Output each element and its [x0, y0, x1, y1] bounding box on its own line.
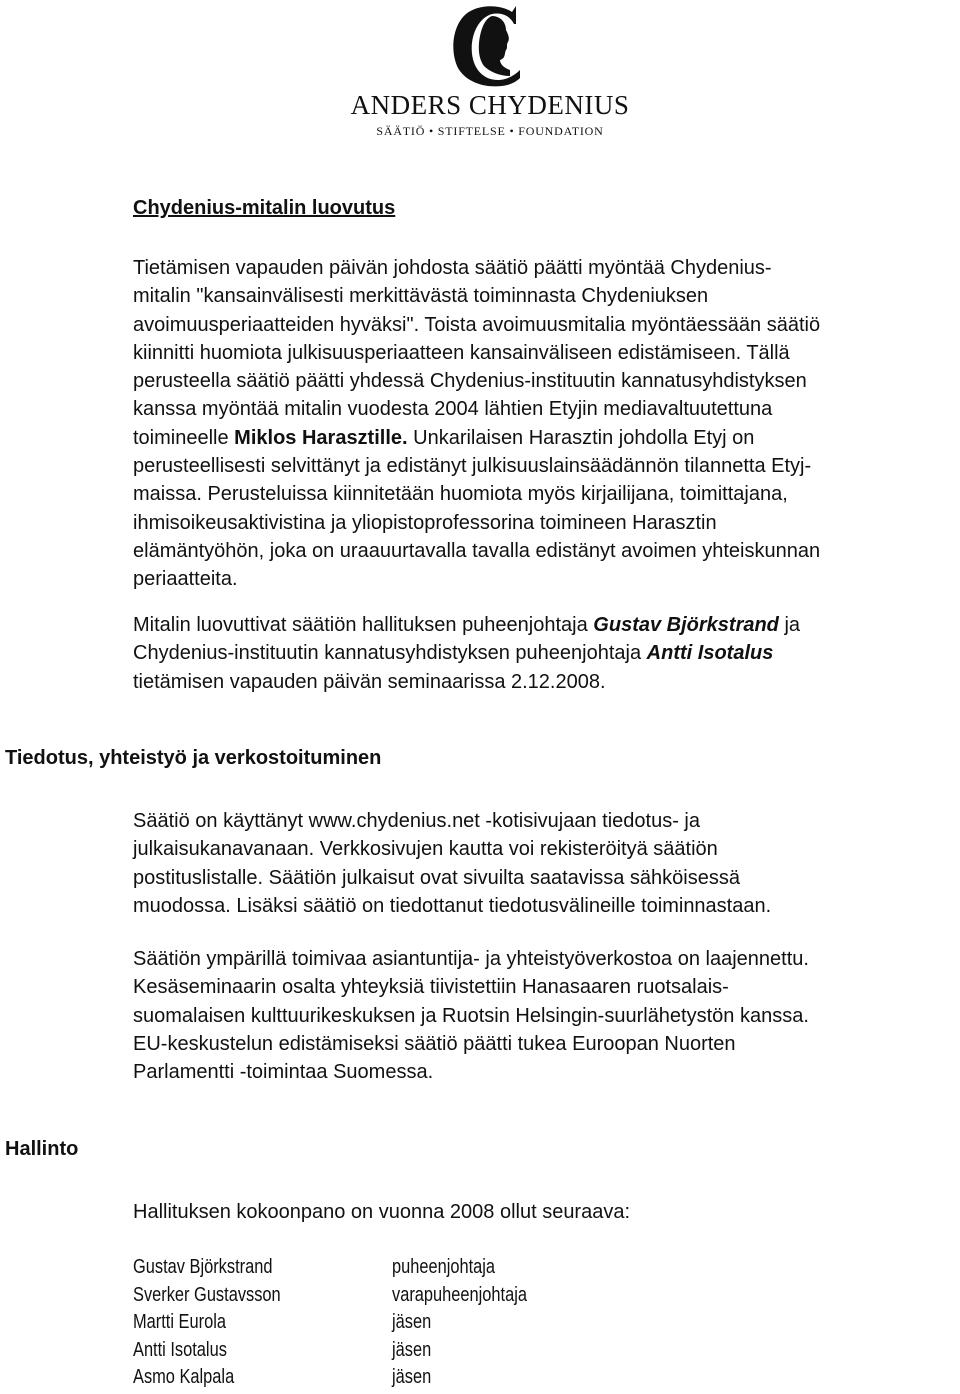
member-name: Antti Isotalus	[133, 1338, 227, 1361]
text-line: tietämisen vapauden päivän seminaarissa 2.12.2008.	[133, 670, 606, 693]
logo-subtitle: SÄÄTIÖ • STIFTELSE • FOUNDATION	[376, 124, 604, 138]
text-line: perusteella säätiö päätti yhdessä Chydenius-instituutin kannatusyhdistyksen	[133, 370, 807, 393]
member-role: jäsen	[392, 1338, 432, 1361]
chydenius-silhouette-logo-icon	[440, 2, 540, 92]
text-line: Tietämisen vapauden päivän johdosta säätiö päätti myöntää Chydenius-	[133, 257, 772, 279]
section-title-medal: Chydenius-mitalin luovutus	[133, 197, 396, 219]
text-line: EU-keskustelun edistämiseksi säätiö päätti tukea Euroopan Nuorten	[133, 1032, 736, 1055]
text-line: avoimuusperiaatteiden hyväksi". Toista avoimuusmitalia myöntäessään säätiö	[133, 313, 821, 336]
text-line: periaatteita.	[133, 568, 238, 591]
recipient-name: Miklos Harasztille.	[234, 426, 408, 449]
member-name: Sverker Gustavsson	[133, 1283, 281, 1306]
text-segment: Mitalin luovuttivat säätiön hallituksen puheenjohtaja	[133, 614, 594, 636]
member-name: Martti Eurola	[133, 1311, 226, 1333]
text-line: Säätiön ympärillä toimivaa asiantuntija- ja yhteistyöverkostoa on laajennettu.	[133, 948, 809, 970]
text-line: kiinnitti huomiota julkisuusperiaatteen kansainväliseen edistämiseen. Tällä	[133, 341, 790, 364]
text-line: Parlamentti -toimintaa Suomessa.	[133, 1061, 434, 1084]
text-line: maissa. Perusteluissa kiinnitetään huomiota myös kirjailijana, toimittajana,	[133, 483, 788, 506]
text-line: Säätiö on käyttänyt www.chydenius.net -kotisivujaan tiedotus- ja	[133, 810, 700, 832]
text-line: Kesäseminaarin osalta yhteyksiä tiivistettiin Hanasaaren ruotsalais-	[133, 976, 729, 999]
foundation-logo	[340, 0, 640, 142]
text-line: Hallituksen kokoonpano on vuonna 2008 ollut seuraava:	[133, 1201, 631, 1223]
text-line: postituslistalle. Säätiön julkaisut ovat sivuilta saatavissa sähköisessä	[133, 866, 740, 889]
text-segment: Chydenius-instituutin kannatusyhdistyksen puheenjohtaja	[133, 642, 647, 665]
member-name: Asmo Kalpala	[133, 1366, 235, 1388]
text-line	[133, 639, 953, 667]
section-title-administration: Hallinto	[5, 1138, 79, 1160]
text-segment: Unkarilaisen Harasztin johdolla Etyj on	[407, 426, 755, 449]
text-line: perusteellisesti selvittänyt ja edistänyt julkisuuslainsäädännön tilannetta Etyj-	[133, 455, 812, 478]
text-line: ihmisoikeusaktivistina ja yliopistoprofessorina toimineen Harasztin	[133, 511, 717, 534]
text-line: julkaisukanavanaan. Verkkosivujen kautta voi rekisteröityä säätiön	[133, 838, 718, 861]
text-line: kanssa myöntää mitalin vuodesta 2004 lähtien Etyjin mediavaltuutettuna	[133, 398, 773, 421]
text-line	[133, 611, 953, 639]
text-line: elämäntyöhön, joka on uraauurtavalla tavalla edistänyt avoimen yhteiskunnan	[133, 539, 821, 562]
member-name: Gustav Björkstrand	[133, 1256, 273, 1278]
member-role: varapuheenjohtaja	[392, 1283, 527, 1306]
member-role: jäsen	[392, 1366, 432, 1388]
section-title-communication: Tiedotus, yhteistyö ja verkostoituminen	[5, 747, 382, 769]
member-role: puheenjohtaja	[392, 1256, 496, 1278]
logo-wordmark: ANDERS CHYDENIUS	[350, 90, 630, 120]
person-name: Antti Isotalus	[646, 642, 774, 665]
text-line: muodossa. Lisäksi säätiö on tiedottanut tiedotusvälineille toiminnastaan.	[133, 894, 772, 917]
text-segment: toimineelle	[133, 426, 235, 449]
medal-paragraph-1	[133, 254, 953, 594]
text-line	[133, 424, 953, 452]
communication-paragraph-1	[133, 807, 953, 920]
text-segment: ja	[778, 614, 801, 636]
medal-paragraph-2	[133, 611, 953, 696]
board-intro	[133, 1198, 953, 1226]
text-line: mitalin "kansainvälisesti merkittävästä toiminnasta Chydeniuksen	[133, 285, 709, 308]
person-name: Gustav Björkstrand	[593, 614, 779, 636]
text-line: suomalaisen kulttuurikeskuksen ja Ruotsin Helsingin-suurlähetystön kanssa.	[133, 1004, 809, 1027]
communication-paragraph-2	[133, 945, 953, 1086]
member-role: jäsen	[392, 1311, 432, 1333]
